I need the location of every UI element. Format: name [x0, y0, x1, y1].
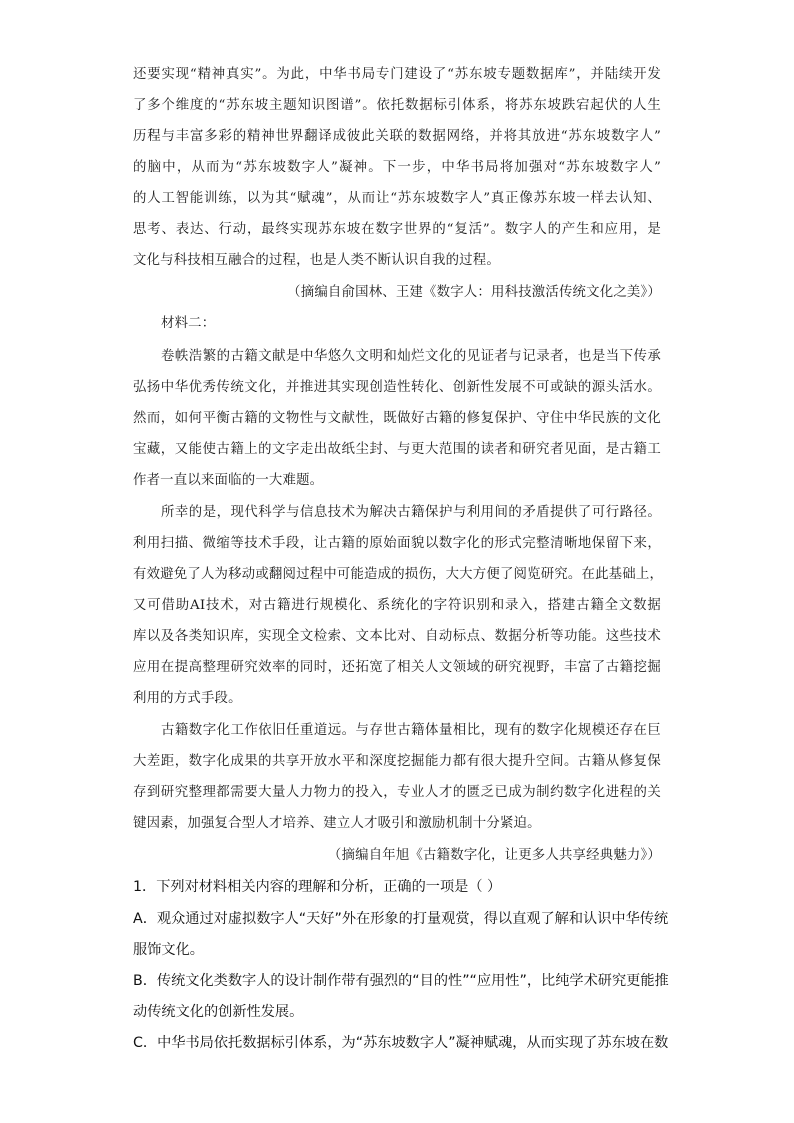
material1-line: 历程与丰富多彩的精神世界翻译成彼此关联的数据网络，并将其放进“苏东坡数字人” [133, 129, 661, 144]
material1-line: 的脑中，从而为“苏东坡数字人”凝神。下一步，中华书局将加强对“苏东坡数字人” [133, 160, 661, 175]
material1-line: 思考、表达、行动，最终实现苏东坡在数字世界的“复活”。数字人的产生和应用，是 [133, 222, 661, 237]
option-a-line: 服饰文化。 [133, 942, 204, 958]
option-a-line: A．观众通过对虚拟数字人“天好”外在形象的打量观赏，得以直观了解和认识中华传统 [133, 911, 669, 927]
material2-p1-line: 弘扬中华优秀传统文化，并推进其实现创造性转化、创新性发展不可或缺的源头活水。 [133, 380, 661, 395]
material2-p1-line: 作者一直以来面临的一大难题。 [133, 473, 324, 488]
material2-p2-line: 利用的方式手段。 [133, 691, 242, 706]
material1-line: 还要实现“精神真实”。为此，中华书局专门建设了“苏东坡专题数据库”，并陆续开发 [133, 67, 661, 82]
option-b-line: 动传统文化的创新性发展。 [133, 1004, 304, 1020]
material2-p1-line: 宝藏，又能使古籍上的文字走出故纸尘封、与更大范围的读者和研究者见面，是古籍工 [133, 442, 661, 457]
material1-line: 了多个维度的“苏东坡主题知识图谱”。依托数据标引体系，将苏东坡跌宕起伏的人生 [133, 98, 661, 113]
option-b-line: B．传统文化类数字人的设计制作带有强烈的“目的性”“应用性”，比纯学术研究更能推 [133, 973, 669, 989]
material1-line: 文化与科技相互融合的过程，也是人类不断认识自我的过程。 [133, 253, 500, 268]
material2-p3-line: 古籍数字化工作依旧任重道远。与存世古籍体量相比，现有的数字化规模还存在巨 [161, 723, 661, 738]
option-c-line: C．中华书局依托数据标引体系，为“苏东坡数字人”凝神赋魂，从而实现了苏东坡在数 [133, 1035, 669, 1051]
material2-p1-line: 然而，如何平衡古籍的文物性与文献性，既做好古籍的修复保护、守住中华民族的文化 [133, 411, 661, 426]
material2-p2-line: 应用在提高整理研究效率的同时，还拓宽了相关人文领域的研究视野，丰富了古籍挖掘 [133, 660, 661, 675]
material2-p3-line: 大差距，数字化成果的共享开放水平和深度挖掘能力都有很大提升空间。古籍从修复保 [133, 754, 661, 769]
material2-p3-line: 键因素，加强复合型人才培养、建立人才吸引和激励机制十分紧迫。 [133, 816, 541, 831]
material1-line: 的人工智能训练，以为其“赋魂”，从而让“苏东坡数字人”真正像苏东坡一样去认知、 [133, 191, 661, 206]
material2-p2-line: 又可借助AI技术，对古籍进行规模化、系统化的字符识别和录入，搭建古籍全文数据 [133, 598, 661, 613]
material2-label: 材料二： [161, 316, 216, 331]
material2-p2-line: 利用扫描、微缩等技术手段，让古籍的原始面貌以数字化的形式完整清晰地保留下来， [133, 536, 661, 551]
material2-p2-line: 有效避免了人为移动或翻阅过程中可能造成的损伤，大大方便了阅览研究。在此基础上， [133, 567, 664, 582]
question-stem: 1．下列对材料相关内容的理解和分析，正确的一项是（ ） [133, 879, 502, 895]
source-citation-1: （摘编自俞国林、王建《数字人：用科技激活传统文化之美》） [287, 285, 661, 300]
source-citation-2: （摘编自年旭《古籍数字化，让更多人共享经典魅力》） [327, 848, 661, 863]
material2-p3-line: 存到研究整理都需要大量人力物力的投入，专业人才的匮乏已成为制约数字化进程的关 [133, 785, 661, 800]
material2-p2-line: 库以及各类知识库，实现全文检索、文本比对、自动标点、数据分析等功能。这些技术 [133, 629, 661, 644]
material2-p1-line: 卷帙浩繁的古籍文献是中华悠久文明和灿烂文化的见证者与记录者，也是当下传承 [161, 349, 661, 364]
material2-p2-line: 所幸的是，现代科学与信息技术为解决古籍保护与利用间的矛盾提供了可行路径。 [161, 505, 661, 520]
